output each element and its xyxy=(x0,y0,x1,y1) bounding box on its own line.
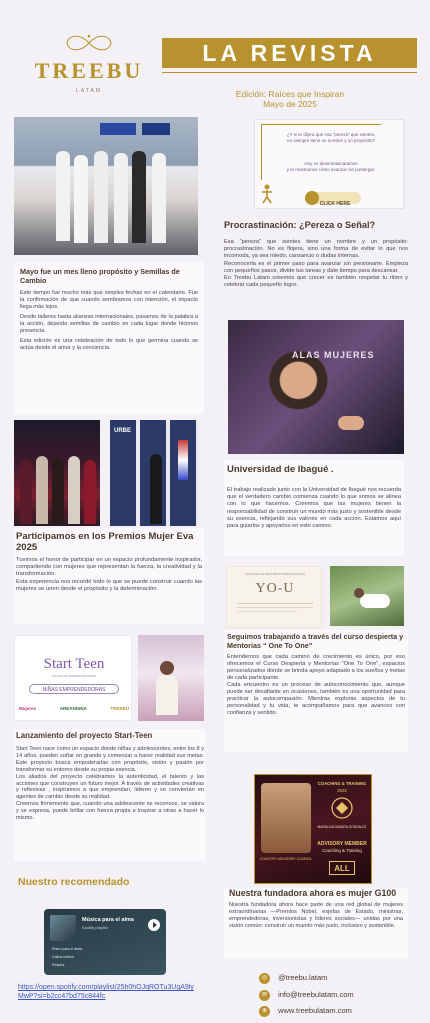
urbe-sign: URBE xyxy=(114,428,132,434)
email-icon: ✉ xyxy=(259,990,270,1001)
promo-line-2: no siempre tiene un nombre y un propósito? xyxy=(286,137,376,143)
course-title: Seguimos trabajando a través del curso despierta y Mentorias “ One To One” xyxy=(227,632,404,650)
awards-photo-stage xyxy=(110,420,198,526)
track-row[interactable]: Piano para el alma xyxy=(52,947,82,951)
event-photo xyxy=(14,117,198,255)
founder-title: Nuestra fundadora ahora es mujer G100 xyxy=(229,888,397,898)
globe-icon: ⊕ xyxy=(259,1006,270,1017)
procrastination-paragraph-3: En Treebu Latam creemos que crecer es también respetar tu ritmo y celebrar cada pequeño logro. xyxy=(224,275,408,289)
course-card-small: PROGRAMA DE MENTORÍAS PERSONALIZADAS xyxy=(245,573,305,576)
startteen-logo-tag: NIÑAS EMPRENDEDORAS xyxy=(29,684,119,694)
course-section xyxy=(224,630,408,752)
promo-question xyxy=(275,132,387,143)
startteen-section xyxy=(14,729,206,861)
may-title: Mayo fue un mes lleno propósito y Semillas de Cambio xyxy=(20,267,180,285)
partner-areandina: AREANDINA xyxy=(59,706,87,711)
badge-year: 2025 xyxy=(337,788,347,793)
ibague-section xyxy=(224,460,404,556)
contact-instagram[interactable] xyxy=(259,973,327,984)
brand-logo xyxy=(14,32,164,108)
promo-answer xyxy=(275,161,387,172)
person-figure-icon xyxy=(260,184,274,204)
course-card xyxy=(226,566,322,628)
spotify-player[interactable] xyxy=(44,909,166,975)
instagram-handle: @treebu.latam xyxy=(278,973,328,983)
awards-paragraph-2: Esta experiencia nos recordó todo lo que se puede construir cuando las mujeres se unen desde el propósito y la determinación. xyxy=(16,578,202,592)
play-icon[interactable] xyxy=(148,919,160,931)
track-row[interactable]: Calma interior xyxy=(52,955,75,959)
badge-top-text: COACHING & TRAINING xyxy=(317,781,367,786)
brand-sub: LATAM xyxy=(76,88,102,94)
website-url: www.treebulatam.com xyxy=(278,1006,352,1016)
startteen-paragraph-3: Creemos firmemente que, cuando una adolescente se reconoce, se valora y se expresa, puede brillar con fuerza propia e inspirar a otras a hacer lo mismo. xyxy=(16,801,204,822)
promo-line-4: y te mostramos cómo avanzar sin postergar. xyxy=(286,166,376,172)
awards-title: Participamos en los Premios Mujer Eva 2025 xyxy=(16,531,194,553)
startteen-paragraph-1: Start Teen nace como un espacio donde niñas y adolescentes, entre los 8 y 14 años, pueden soñar en grande y comenzar a hacer realidad sus metas. Este proyecto busca empoderarlas con propósito, visión y pasión por transformar su entorno desde su propia esencia. xyxy=(16,746,204,773)
edition-text xyxy=(180,89,400,109)
page-title: LA REVISTA xyxy=(202,40,377,66)
playlist-sub: Spotify playlist xyxy=(82,925,108,930)
ibague-paragraph: El trabajo realizado junto con la Universidad de Ibagué nos recuerda que el verdadero cambio comienza cuando lo que somos se alinea con lo que hacemos. Creemos que las mujeres tienen la responsabilidad de construir un mundo más justo y sostenible desde su esencia, reflejando sus valores en cada acción. Estamos aquí para guiarlos y apoyarlos en este camino. xyxy=(227,487,401,530)
divider-line xyxy=(162,72,417,73)
startteen-logo-card xyxy=(14,635,132,721)
may-section xyxy=(14,262,204,414)
promo-card[interactable] xyxy=(254,119,404,209)
may-paragraph-3: Esta edición es una celebración de todo lo que germina cuando se actúa desde el amor y la conciencia. xyxy=(20,338,198,351)
awards-photo-group xyxy=(14,420,100,526)
founder-paragraph: Nuestra fundadora ahora hace parte de una red global de mujeres extraordinarias —Premios Nobel, exjefas de Estado, ministras, emprendedoras, inversionistas y líderes sociales— unidas por una visión común: construir un mundo más justo, inclusivo y sostenible. xyxy=(229,902,403,929)
click-icon xyxy=(305,191,319,205)
course-card-title: YO-U xyxy=(255,581,295,596)
ibague-title: Universidad de Ibagué . xyxy=(227,464,334,475)
awards-section xyxy=(14,528,204,624)
laurel-emblem-icon xyxy=(327,795,357,821)
playlist-cover xyxy=(50,915,76,941)
partner-treebu: TREEBU xyxy=(110,706,129,711)
recommended-title: Nuestro recomendado xyxy=(18,876,130,888)
playlist-title: Música para el alma xyxy=(82,917,134,923)
course-paragraph-2: Cada encuentro es un proceso de autoconocimiento que, aunque puede ser desafiante en ocasiones, también es una oportunidad para practicar la autocompasión. Mientras exploras aspectos de tu personalidad y tu vida, te acompañamos para que avances con confianza y sentido. xyxy=(227,682,405,716)
partner-mujeres: Mujeres xyxy=(19,706,37,711)
startteen-logo-title: Start Teen xyxy=(43,656,105,672)
course-photo xyxy=(330,566,404,626)
badge-council: COUNTRY ADVISORY COUNCIL xyxy=(259,857,313,861)
promo-line-3: Hoy es desenmascaramos xyxy=(304,161,358,166)
speaker-photo xyxy=(228,320,404,454)
startteen-paragraph-2: Los aliados del proyecto celebramos la autenticidad, el talento y las acciones que construyen un futuro mejor. A través de actividades creativas y reflexivas , inspiramos a que emprendan, lideren y se conviertan en agentes de cambio desde su realidad. xyxy=(16,773,204,801)
edition-line-1: Edición: Raíces que Inspiran xyxy=(235,89,345,99)
procrastination-paragraph-2: Reconocerla es el primer paso para avanzar sin presionarte. Empieza con pequeños pasos, divide tus tareas y date tiempo para descansar. xyxy=(224,260,408,274)
course-paragraph-1: Entendemos que cada camino de crecimiento es único, por eso ofrecemos el Curso Despierta y Mentorías "One To One", espacios personalizados donde se brinda apoyo adaptado a los sueños y metas de cada participante. xyxy=(227,654,406,681)
email-address: info@treebulatam.com xyxy=(278,990,354,1000)
instagram-icon: ◎ xyxy=(259,973,270,984)
founder-badge: COACHING & TRAINING 2025 MARIA ALEJANDRA GONZALEZ ADVISORY MEMBER Coaching & Training COUNTRY ADVISORY COUNCIL ALL xyxy=(254,774,372,884)
knot-ornament-icon xyxy=(59,32,119,54)
track-row[interactable]: Respira xyxy=(52,963,65,967)
may-paragraph-1: Este tiempo fue mucho más que simples fechas en el calendario. Fue la confirmación de que cuando sembramos con intención, el impacto llega más lejos. xyxy=(20,290,198,310)
click-here-label: CLICK HERE xyxy=(319,201,351,207)
spotify-link[interactable]: https://open.spotify.com/playlist/25h0hOJqROTu3UgA9lyMwP?si=b2cc47bd75c844fc xyxy=(18,984,194,1000)
brand-name: TREEBU xyxy=(34,58,144,83)
contact-email[interactable] xyxy=(259,990,354,1001)
startteen-logo-sub: TALLER DE EMPRENDEDORAS xyxy=(51,674,97,678)
procrastination-title: Procrastinación: ¿Pereza o Señal? xyxy=(224,220,376,230)
badge-name: MARIA ALEJANDRA GONZALEZ xyxy=(317,825,367,829)
procrastination-paragraph-1: Esa “pereza” que sientes tiene un nombre y un propósito: procrastinación. No es flojera, sino una forma de evitar lo que nos incomoda, ya sea miedo, cansancio o dudas internas. xyxy=(224,239,408,260)
may-paragraph-2: Desde talleres hasta alianzas internacionales, pasamos de la palabra a la acción, dejando semillas de cambio en cada lugar donde hicimos presencia. xyxy=(20,314,198,334)
startteen-title: Lanzamiento del proyecto Start-Teen xyxy=(16,731,153,740)
speaker-banner-text: ALAS MUJERES xyxy=(292,350,375,360)
procrastination-section xyxy=(224,220,408,289)
edition-line-2: Mayo de 2025 xyxy=(263,99,317,109)
promo-line-1: ¿Y si te dijera que esa “pereza” que sientes, xyxy=(286,132,376,137)
startteen-photo xyxy=(138,635,204,721)
contact-web[interactable] xyxy=(259,1006,352,1017)
badge-member-sub: Coaching & Training xyxy=(322,848,362,853)
badge-member: ADVISORY MEMBER xyxy=(317,841,367,847)
awards-paragraph-1: Tuvimos el honor de participar en un espacio profundamente inspirador, compartiendo con mujeres que representan la fuerza, la creatividad y la transformación. xyxy=(16,557,202,578)
founder-section xyxy=(224,888,408,958)
